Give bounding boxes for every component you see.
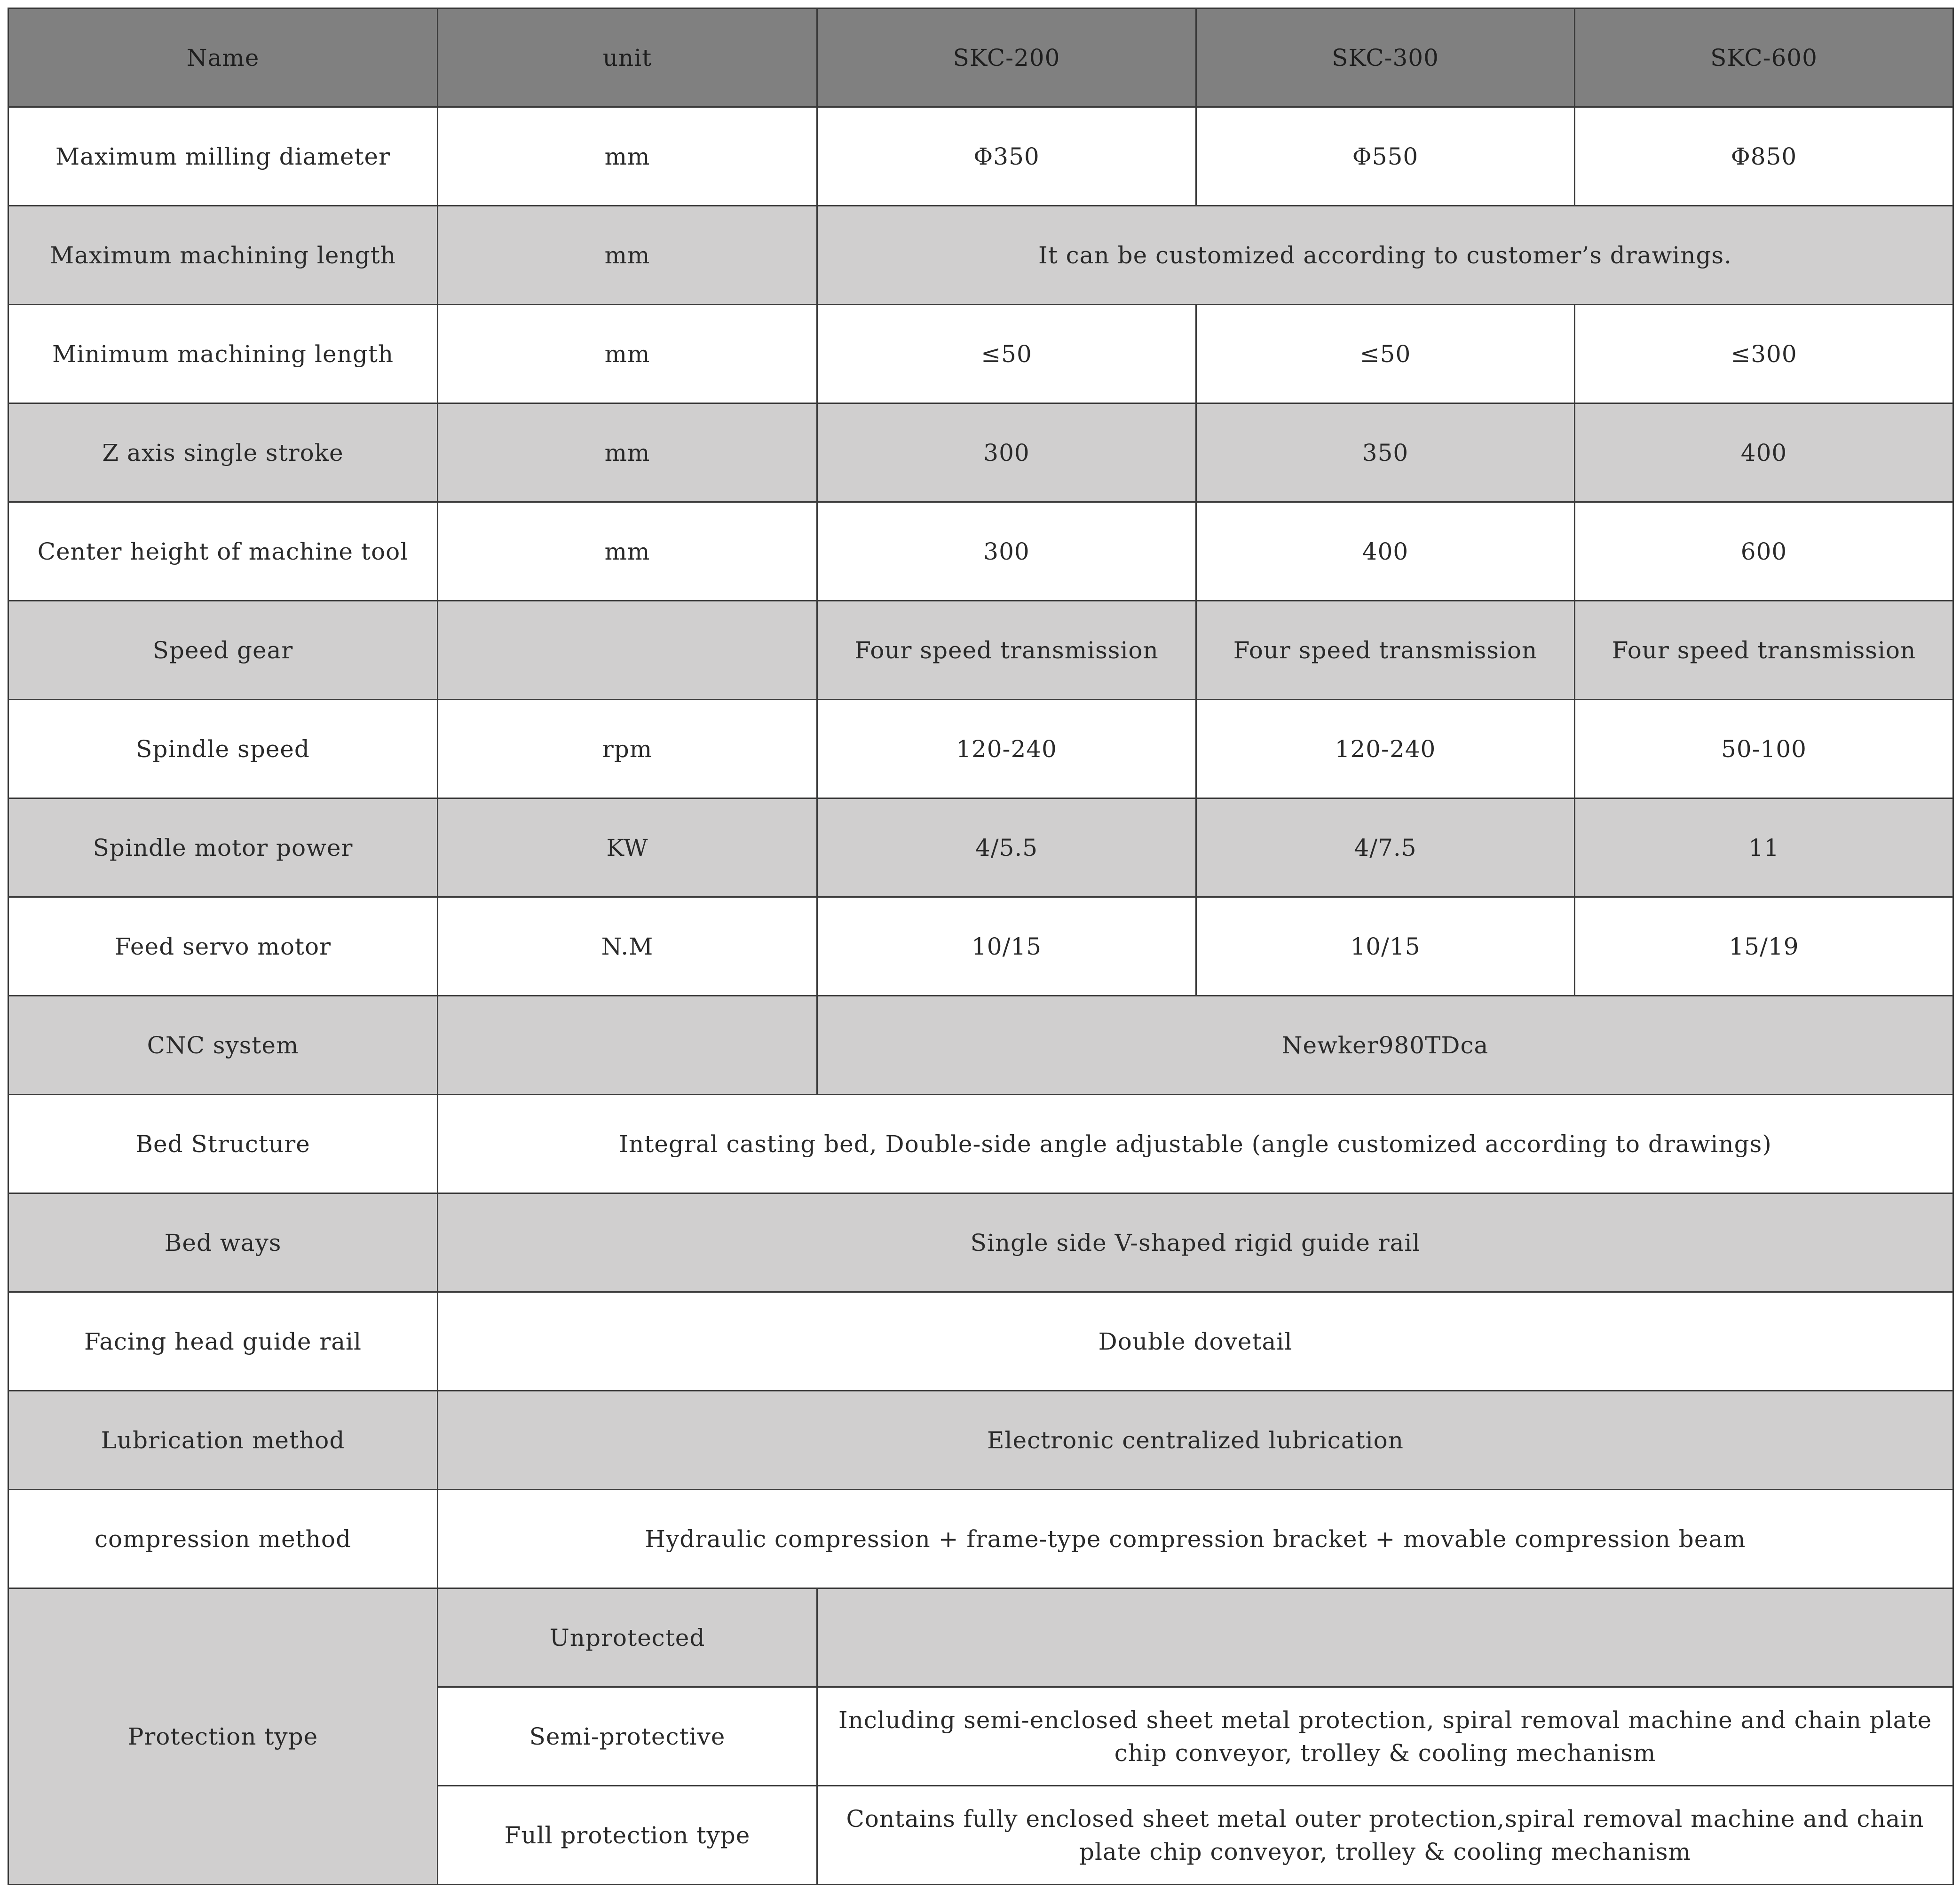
- row-label-protection-type: Protection type: [8, 1588, 438, 1885]
- table-row: [8, 403, 1953, 502]
- protection-option-label: Unprotected: [438, 1588, 817, 1687]
- cell-skc-600: ≤300: [1575, 305, 1953, 403]
- cell-skc-200: 10/15: [817, 897, 1196, 996]
- row-label: Facing head guide rail: [8, 1292, 438, 1391]
- table-row: [8, 700, 1953, 798]
- row-label: Maximum machining length: [8, 206, 438, 305]
- row-unit: mm: [438, 107, 817, 206]
- row-unit: mm: [438, 305, 817, 403]
- table-row: [8, 798, 1953, 897]
- cell-skc-200: Four speed transmission: [817, 601, 1196, 700]
- table-row: [8, 1095, 1953, 1193]
- cell-skc-600: Four speed transmission: [1575, 601, 1953, 700]
- table-row: [8, 305, 1953, 403]
- row-unit: [438, 996, 817, 1095]
- row-unit: [438, 601, 817, 700]
- cell-skc-600: Φ850: [1575, 107, 1953, 206]
- row-label: compression method: [8, 1490, 438, 1588]
- column-header-unit: unit: [438, 8, 817, 107]
- row-label: Feed servo motor: [8, 897, 438, 996]
- header-row: [8, 8, 1953, 107]
- cell-skc-600: 15/19: [1575, 897, 1953, 996]
- row-label: Maximum milling diameter: [8, 107, 438, 206]
- row-label: Speed gear: [8, 601, 438, 700]
- column-header-name: Name: [8, 8, 438, 107]
- protection-option-label: Semi-protective: [438, 1687, 817, 1786]
- cell-skc-200: 120-240: [817, 700, 1196, 798]
- spec-table: [8, 8, 1954, 1885]
- row-unit: mm: [438, 206, 817, 305]
- cell-skc-600: 11: [1575, 798, 1953, 897]
- row-label: Lubrication method: [8, 1391, 438, 1490]
- merged-value-cell: Electronic centralized lubrication: [438, 1391, 1953, 1490]
- cell-skc-300: Φ550: [1196, 107, 1575, 206]
- cell-skc-600: 400: [1575, 403, 1953, 502]
- row-label: Spindle speed: [8, 700, 438, 798]
- row-label: CNC system: [8, 996, 438, 1095]
- table-row: [8, 897, 1953, 996]
- cell-skc-200: 300: [817, 502, 1196, 601]
- row-unit: mm: [438, 403, 817, 502]
- row-unit: KW: [438, 798, 817, 897]
- row-label: Z axis single stroke: [8, 403, 438, 502]
- cell-skc-200: 300: [817, 403, 1196, 502]
- column-header-skc-200: SKC-200: [817, 8, 1196, 107]
- table-row: [8, 601, 1953, 700]
- merged-value-cell: Integral casting bed, Double-side angle adjustable (angle customized according to drawings): [438, 1095, 1953, 1193]
- table-row: [8, 1490, 1953, 1588]
- cell-skc-300: ≤50: [1196, 305, 1575, 403]
- cell-skc-600: 50-100: [1575, 700, 1953, 798]
- merged-value-cell: It can be customized according to customer’s drawings.: [817, 206, 1953, 305]
- column-header-skc-600: SKC-600: [1575, 8, 1953, 107]
- cell-skc-200: 4/5.5: [817, 798, 1196, 897]
- row-unit: rpm: [438, 700, 817, 798]
- table-row: [8, 1391, 1953, 1490]
- row-label: Bed ways: [8, 1193, 438, 1292]
- cell-skc-600: 600: [1575, 502, 1953, 601]
- merged-value-cell: Newker980TDca: [817, 996, 1953, 1095]
- merged-value-cell: Double dovetail: [438, 1292, 1953, 1391]
- table-row: [8, 502, 1953, 601]
- table-row: [8, 1292, 1953, 1391]
- column-header-skc-300: SKC-300: [1196, 8, 1575, 107]
- table-row: [8, 1193, 1953, 1292]
- protection-option-description: Including semi-enclosed sheet metal protection, spiral removal machine and chain plate chip conveyor, trolley & cooling mechanism: [817, 1687, 1953, 1786]
- protection-option-description: [817, 1588, 1953, 1687]
- row-label: Spindle motor power: [8, 798, 438, 897]
- merged-value-cell: Single side V-shaped rigid guide rail: [438, 1193, 1953, 1292]
- cell-skc-200: ≤50: [817, 305, 1196, 403]
- cell-skc-300: 400: [1196, 502, 1575, 601]
- cell-skc-300: Four speed transmission: [1196, 601, 1575, 700]
- table-row: [8, 206, 1953, 305]
- table-row: [8, 1588, 1953, 1687]
- row-label: Bed Structure: [8, 1095, 438, 1193]
- row-unit: mm: [438, 502, 817, 601]
- cell-skc-300: 10/15: [1196, 897, 1575, 996]
- row-unit: N.M: [438, 897, 817, 996]
- table-row: [8, 107, 1953, 206]
- protection-option-description: Contains fully enclosed sheet metal outer protection,spiral removal machine and chain plate chip conveyor, trolley & cooling mechanism: [817, 1786, 1953, 1885]
- cell-skc-300: 350: [1196, 403, 1575, 502]
- cell-skc-200: Φ350: [817, 107, 1196, 206]
- merged-value-cell: Hydraulic compression + frame-type compression bracket + movable compression beam: [438, 1490, 1953, 1588]
- cell-skc-300: 4/7.5: [1196, 798, 1575, 897]
- row-label: Minimum machining length: [8, 305, 438, 403]
- row-label: Center height of machine tool: [8, 502, 438, 601]
- cell-skc-300: 120-240: [1196, 700, 1575, 798]
- protection-option-label: Full protection type: [438, 1786, 817, 1885]
- table-row: [8, 996, 1953, 1095]
